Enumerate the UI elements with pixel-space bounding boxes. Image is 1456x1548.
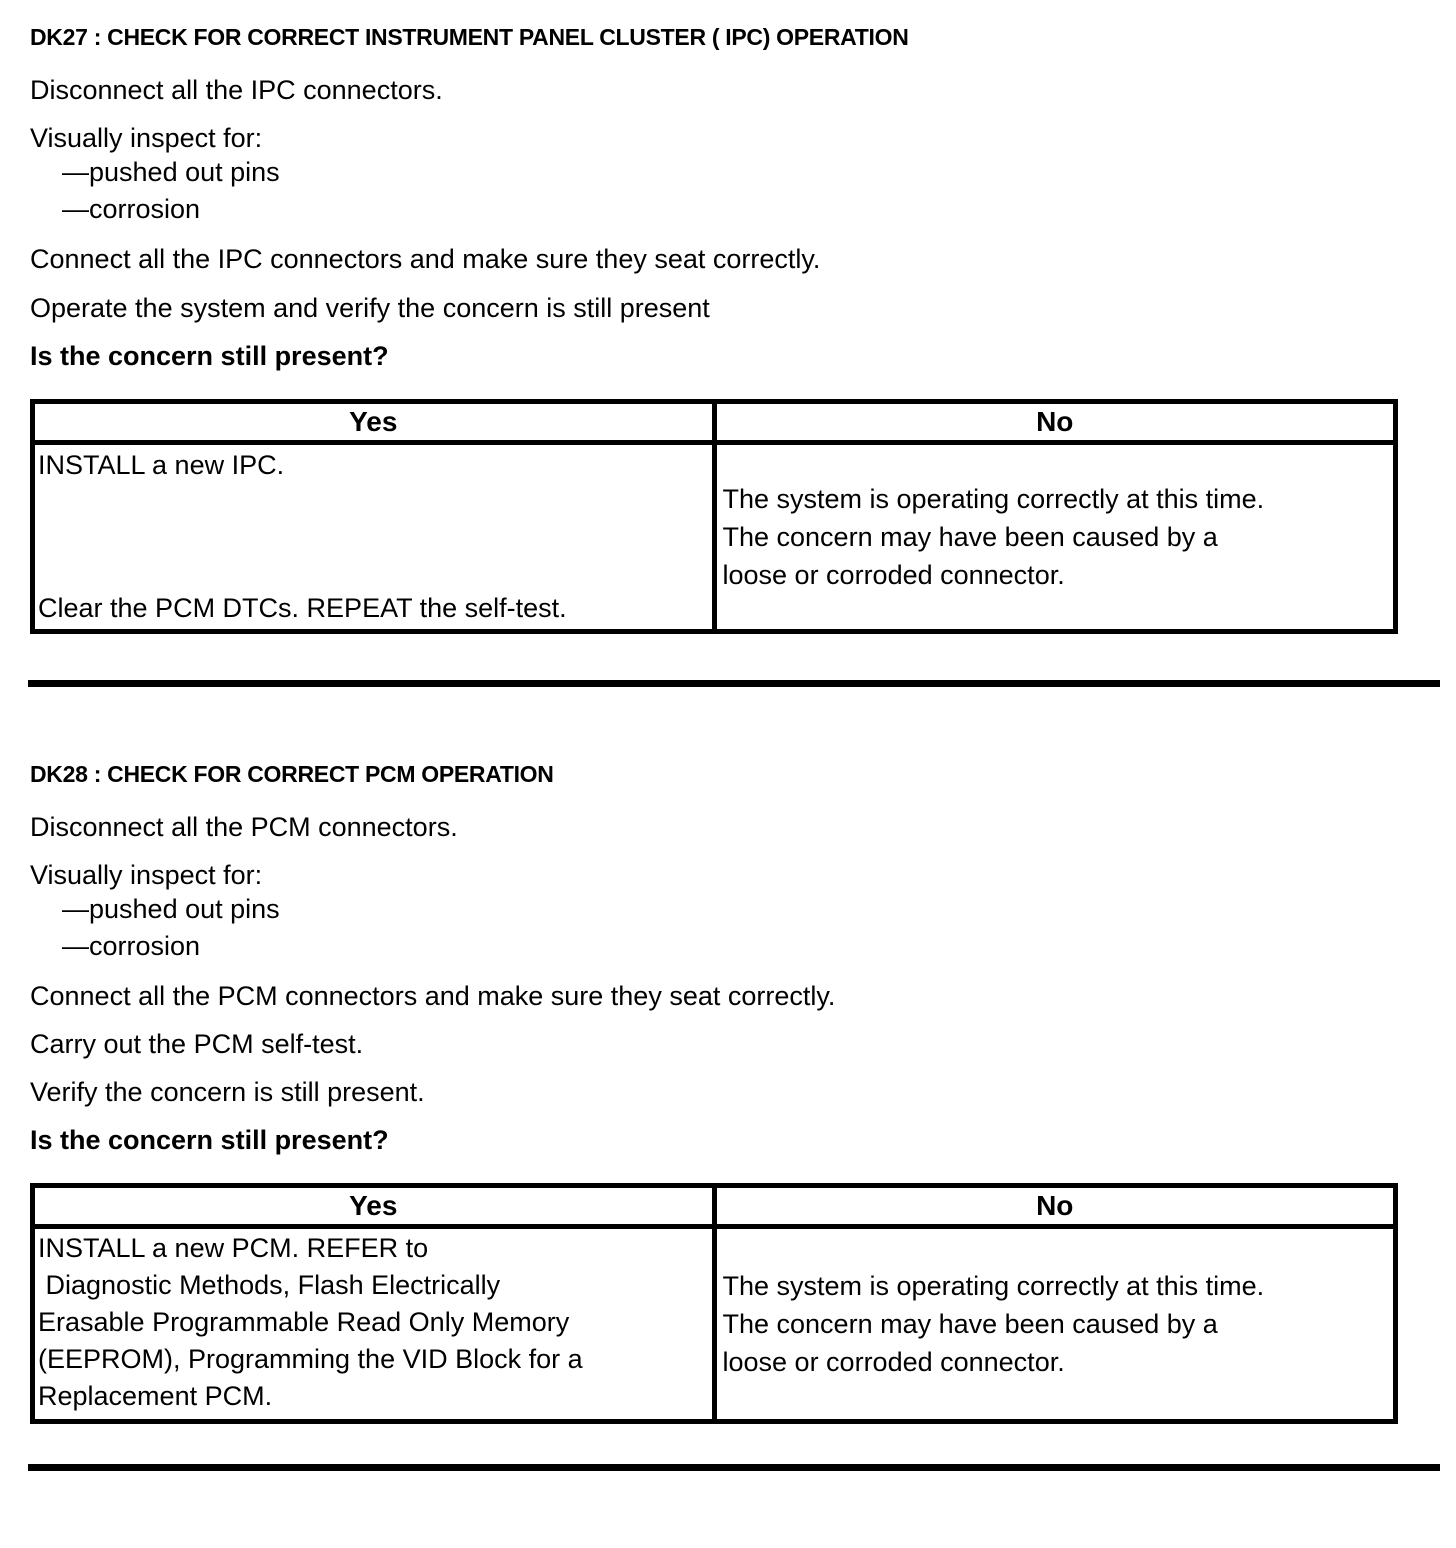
decision-table-body-row (33, 1227, 1396, 1422)
yes-header-cell: Yes (33, 1186, 715, 1227)
section-heading-dk28: DK28 : CHECK FOR CORRECT PCM OPERATION (30, 761, 554, 787)
instruction-connect-pcm: Connect all the PCM connectors and make sure they seat correctly. (30, 981, 836, 1011)
instruction-disconnect-pcm: Disconnect all the PCM connectors. (30, 812, 458, 842)
decision-table-body-row (33, 443, 1396, 632)
decision-table-dk28 (30, 1183, 1398, 1424)
question-concern-present: Is the concern still present? (30, 341, 389, 371)
section-divider (28, 680, 1440, 687)
section-heading-dk27: DK27 : CHECK FOR CORRECT INSTRUMENT PANEL CLUSTER ( IPC) OPERATION (30, 24, 909, 50)
instruction-disconnect-ipc: Disconnect all the IPC connectors. (30, 75, 443, 105)
decision-table-header-row (33, 402, 1396, 443)
yes-action-line: Diagnostic Methods, Flash Electrically (38, 1270, 501, 1300)
instruction-operate-system: Operate the system and verify the concern is still present (30, 293, 710, 323)
yes-action-line: Erasable Programmable Read Only Memory (38, 1307, 570, 1337)
no-result-line: loose or corroded connector. (722, 1347, 1065, 1377)
section-dk28 (30, 759, 1426, 1424)
no-cell (714, 443, 1396, 632)
dash-item-pushed-out-pins: —pushed out pins (62, 894, 280, 924)
no-cell-content (717, 1229, 1394, 1419)
yes-action-line: (EEPROM), Programming the VID Block for a (38, 1344, 583, 1374)
no-header-cell: No (714, 402, 1396, 443)
yes-action-clear-dtcs: Clear the PCM DTCs. REPEAT the self-test. (38, 593, 567, 623)
yes-action-line: Replacement PCM. (38, 1381, 273, 1411)
yes-cell-content (35, 1229, 712, 1419)
inspect-list (62, 154, 1426, 228)
yes-cell (33, 1227, 715, 1422)
question-concern-present: Is the concern still present? (30, 1125, 389, 1155)
no-result-line: The concern may have been caused by a (722, 1309, 1218, 1339)
instruction-connect-ipc: Connect all the IPC connectors and make sure they seat correctly. (30, 244, 821, 274)
inspect-list (62, 891, 1426, 965)
no-header-cell: No (714, 1186, 1396, 1227)
decision-table-dk27 (30, 399, 1398, 634)
section-divider (28, 1464, 1440, 1471)
no-cell (714, 1227, 1396, 1422)
yes-cell-content (35, 445, 712, 629)
dash-item-corrosion: —corrosion (62, 931, 201, 961)
no-result-line: The system is operating correctly at this time. (722, 484, 1265, 514)
dash-item-pushed-out-pins: —pushed out pins (62, 157, 280, 187)
yes-action-install-ipc: INSTALL a new IPC. (38, 450, 285, 480)
instruction-verify-concern: Verify the concern is still present. (30, 1077, 425, 1107)
yes-header-cell: Yes (33, 402, 715, 443)
no-result-line: loose or corroded connector. (722, 560, 1065, 590)
no-cell-content (717, 445, 1394, 629)
yes-action-line: INSTALL a new PCM. REFER to (38, 1233, 429, 1263)
section-dk27 (30, 22, 1426, 634)
decision-table-header-row (33, 1186, 1396, 1227)
no-result-line: The system is operating correctly at this time. (722, 1271, 1265, 1301)
dash-item-corrosion: —corrosion (62, 194, 201, 224)
instruction-visually-inspect: Visually inspect for: (30, 860, 263, 890)
instruction-carry-out-selftest: Carry out the PCM self-test. (30, 1029, 364, 1059)
no-result-line: The concern may have been caused by a (722, 522, 1218, 552)
instruction-visually-inspect: Visually inspect for: (30, 123, 263, 153)
yes-cell (33, 443, 715, 632)
